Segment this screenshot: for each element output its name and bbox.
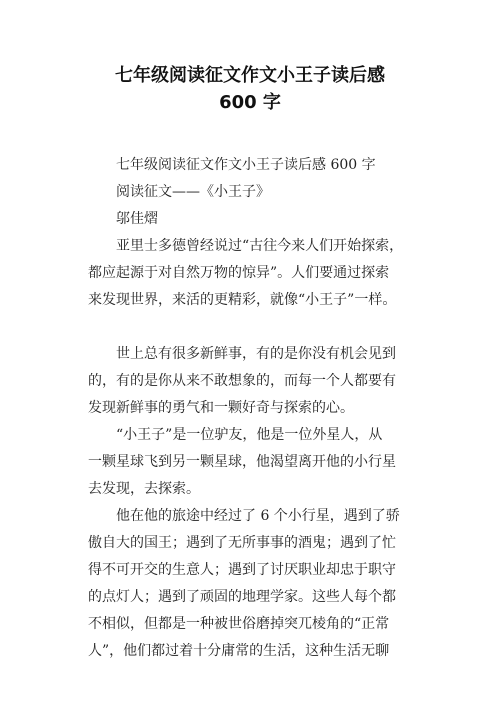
body-line: 他在他的旅途中经过了 6 个小行星，遇到了骄 [116, 508, 400, 524]
body-line: 傲自大的国王；遇到了无所事事的酒鬼；遇到了忙 [88, 535, 396, 551]
body-line: 的，有的是你从来不敢想象的，而每一个人都要有 [88, 373, 396, 389]
body-line: 阅读征文——《小王子》 [116, 184, 270, 200]
body-line: 的点灯人；遇到了顽固的地理学家。这些人每个都 [88, 589, 396, 605]
body-line: 邬佳熠 [116, 211, 158, 227]
body-line: 得不可开交的生意人；遇到了讨厌职业却忠于职守 [88, 562, 396, 578]
paragraph-gap [88, 314, 436, 341]
body-line: 不相似，但都是一种被世俗磨掉突兀棱角的“正常 [88, 616, 390, 632]
body-line: 人”，他们都过着十分庸常的生活，这种生活无聊 [88, 643, 390, 659]
body-line: 发现新鲜事的勇气和一颗好奇与探索的心。 [88, 400, 354, 416]
body-line: 七年级阅读征文作文小王子读后感 600 字 [116, 157, 376, 173]
title-line-2: 600 字 [219, 92, 281, 113]
document-body [88, 152, 436, 665]
body-line: 去发现，去探索。 [88, 481, 200, 497]
body-line: 世上总有很多新鲜事，有的是你没有机会见到 [116, 346, 396, 362]
body-line: 来发现世界，来活的更精彩，就像“小王子”一样。 [88, 292, 397, 308]
body-line: 一颗星球飞到另一颗星球，他渴望离开他的小行星 [88, 454, 396, 470]
body-line: 都应起源于对自然万物的惊异”。人们要通过探索 [88, 265, 390, 281]
body-line: 亚里士多德曾经说过“古往今来人们开始探索， [116, 238, 404, 254]
document-title [0, 62, 500, 116]
title-line-1: 七年级阅读征文作文小王子读后感 [115, 65, 385, 86]
body-line: “小王子”是一位驴友，他是一位外星人，从 [116, 427, 383, 443]
